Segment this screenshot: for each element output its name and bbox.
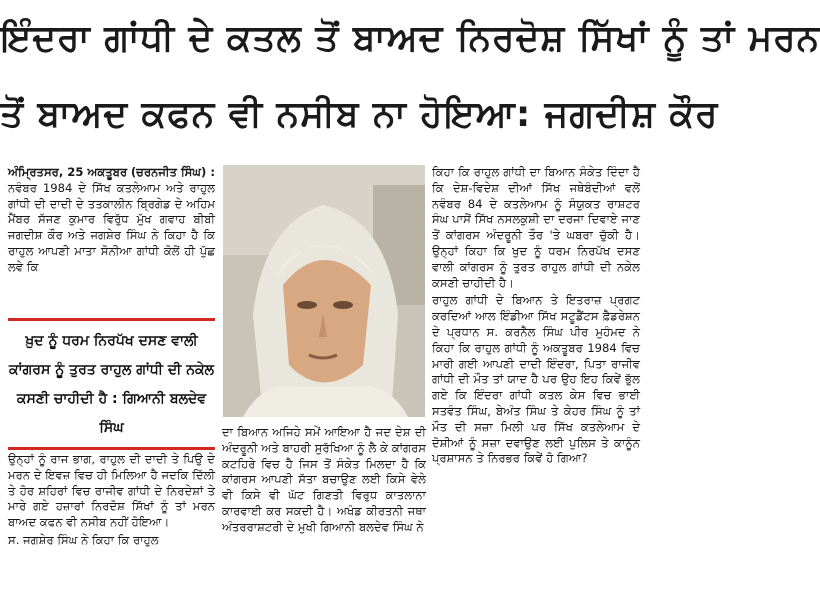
article-column-3	[432, 165, 640, 469]
dateline: ਅੰਮ੍ਰਿਤਸਰ, 25 ਅਕਤੂਬਰ	[8, 165, 128, 179]
headline-line-1: ਇੰਦਰਾ ਗਾਂਧੀ ਦੇ ਕਤਲ ਤੋਂ ਬਾਅਦ ਨਿਰਦੋਸ਼ ਸਿੱਖਾਂ ਨੂੰ ਤਾਂ ਮਰਨ	[0, 18, 820, 59]
article-column-1	[8, 165, 215, 278]
article-paragraph: ਦਾ ਬਿਆਨ ਅਜਿਹੇ ਸਮੇਂ ਆਇਆ ਹੈ ਜਦ ਦੇਸ਼ ਦੀ ਅੰਦਰੂਨੀ ਅਤੇ ਬਾਹਰੀ ਸੁਰੱਖਿਆ ਨੂੰ ਲੈ ਕੇ ਕਾਂਗਰਸ ਕਟਹਿਰੇ ਵਿਚ ਹੈ ਜਿਸ ਤੋਂ ਸੰਕੇਤ ਮਿਲਦਾ ਹੈ ਕਿ ਕਾਂਗਰਸ ਆਪਣੀ ਸੱਤਾ ਬਚਾਉਣ ਲਈ ਕਿਸੇ ਵੇਲੇ ਵੀ ਕਿਸੇ ਵੀ ਘੱਟ ਗਿਣਤੀ ਵਿਰੁਧ ਕਾਤਲਾਨਾ ਕਾਰਵਾਈ ਕਰ ਸਕਦੀ ਹੈ। ਅਖੰਡ ਕੀਰਤਨੀ ਜਥਾ ਅੰਤਰਰਾਸ਼ਟਰੀ ਦੇ ਮੁਖੀ ਗਿਆਨੀ ਬਲਦੇਵ ਸਿੰਘ ਨੇ	[222, 425, 426, 534]
article-column-1-continued	[8, 452, 215, 551]
article-paragraph: ਕਿਹਾ ਕਿ ਰਾਹੁਲ ਗਾਂਧੀ ਦਾ ਬਿਆਨ ਸੰਕੇਤ ਦਿੰਦਾ ਹੈ ਕਿ ਦੇਸ਼-ਵਿਦੇਸ਼ ਦੀਆਂ ਸਿੱਖ ਜਥੇਬੰਦੀਆਂ ਵਲੋਂ ਨਵੰਬਰ 84 ਦੇ ਕਤਲੇਆਮ ਨੂੰ ਸੰਯੁਕਤ ਰਾਸ਼ਟਰ ਸੰਘ ਪਾਸੋਂ ਸਿੱਖ ਨਸਲਕੁਸ਼ੀ ਦਾ ਦਰਜਾ ਦਿਵਾਏ ਜਾਣ ਤੋਂ ਕਾਂਗਰਸ ਅੰਦਰੂਨੀ ਤੌਰ 'ਤੇ ਘਬਰਾ ਚੁੱਕੀ ਹੈ। ਉਨ੍ਹਾਂ ਕਿਹਾ ਕਿ ਖੁਦ ਨੂੰ ਧਰਮ ਨਿਰਪੱਖ ਦਸਣ ਵਾਲੀ ਕਾਂਗਰਸ ਨੂੰ ਤੁਰਤ ਰਾਹੁਲ ਗਾਂਧੀ ਦੀ ਨਕੇਲ ਕਸਣੀ ਚਾਹੀਦੀ ਹੈ।	[432, 165, 640, 290]
subheadline-box: ਖ਼ੁਦ ਨੂੰ ਧਰਮ ਨਿਰਪੱਖ ਦਸਣ ਵਾਲੀ ਕਾਂਗਰਸ ਨੂੰ ਤੁਰਤ ਰਾਹੁਲ ਗਾਂਧੀ ਦੀ ਨਕੇਲ ਕਸਣੀ ਚਾਹੀਦੀ ਹੈ : ਗਿਆਨੀ ਬਲਦੇਵ ਸਿੰਘ	[8, 318, 215, 450]
paragraph-text: ਨਵੰਬਰ 1984 ਦੇ ਸਿੱਖ ਕਤਲੇਆਮ ਅਤੇ ਰਾਹੁਲ ਗਾਂਧੀ ਦੀ ਦਾਦੀ ਦੇ ਤਤਕਾਲੀਨ ਬ੍ਰਿਗੇਡ ਦੇ ਅਹਿਮ ਮੈਂਬਰ ਸੱਜਣ ਕੁਮਾਰ ਵਿਰੁੱਧ ਮੁੱਖ ਗਵਾਹ ਬੀਬੀ ਜਗਦੀਸ਼ ਕੌਰ ਅਤੇ ਜਗਸ਼ੇਰ ਸਿੰਘ ਨੇ ਕਿਹਾ ਹੈ ਕਿ ਰਾਹੁਲ ਆਪਣੀ ਮਾਤਾ ਸੋਨੀਆ ਗਾਂਧੀ ਕੋਲੋਂ ਹੀ ਪੁੱਛ ਲਵੇ ਕਿ	[8, 180, 215, 274]
article-paragraph: ਉਨ੍ਹਾਂ ਨੂੰ ਰਾਜ ਭਾਗ, ਰਾਹੁਲ ਦੀ ਦਾਦੀ ਤੇ ਪਿਉ ਦੇ ਮਰਨ ਦੇ ਇਵਜ਼ ਵਿਚ ਹੀ ਮਿਲਿਆ ਹੈ ਜਦਕਿ ਦਿੱਲੀ ਤੇ ਹੋਰ ਸ਼ਹਿਰਾਂ ਵਿਚ ਰਾਜੀਵ ਗਾਂਧੀ ਦੇ ਨਿਰਦੇਸ਼ਾਂ ਤੇ ਮਾਰੇ ਗਏ ਹਜ਼ਾਰਾਂ ਨਿਰਦੋਸ਼ ਸਿੱਖਾਂ ਨੂੰ ਤਾਂ ਮਰਨ ਬਾਅਦ ਕਫਨ ਵੀ ਨਸੀਬ ਨਹੀਂ ਹੋਇਆ।	[8, 452, 215, 530]
byline: (ਚਰਨਜੀਤ ਸਿੰਘ) :	[130, 165, 215, 179]
article-paragraph: ਰਾਹੁਲ ਗਾਂਧੀ ਦੇ ਬਿਆਨ ਤੇ ਇਤਰਾਜ਼ ਪ੍ਰਗਟ ਕਰਦਿਆਂ ਆਲ ਇੰਡੀਆ ਸਿੱਖ ਸਟੂਡੈਂਟਸ ਫ਼ੈਡਰੇਸ਼ਨ ਦੇ ਪ੍ਰਧਾਨ ਸ. ਕਰਨੈਲ ਸਿੰਘ ਪੀਰ ਮੁਹੰਮਦ ਨੇ ਕਿਹਾ ਕਿ ਰਾਹੁਲ ਗਾਂਧੀ ਨੂੰ ਅਕਤੂਬਰ 1984 ਵਿਚ ਮਾਰੀ ਗਈ ਆਪਣੀ ਦਾਦੀ ਇੰਦਰਾ, ਪਿਤਾ ਰਾਜੀਵ ਗਾਂਧੀ ਦੀ ਮੌਤ ਤਾਂ ਯਾਦ ਹੈ ਪਰ ਉਹ ਇਹ ਕਿਵੇਂ ਭੁੱਲ ਗਏ ਕਿ ਇੰਦਰਾ ਗਾਂਧੀ ਕਤਲ ਕੇਸ ਵਿਚ ਭਾਈ ਸਤਵੰਤ ਸਿੰਘ, ਬੇਅੰਤ ਸਿੰਘ ਤੇ ਕੇਹਰ ਸਿੰਘ ਨੂੰ ਤਾਂ ਮੌਤ ਦੀ ਸਜ਼ਾ ਮਿਲੀ ਪਰ ਸਿੱਖ ਕਤਲੇਆਮ ਦੇ ਦੋਸ਼ੀਆਂ ਨੂੰ ਸਜ਼ਾ ਦਵਾਉਣ ਲਈ ਪੁਲਿਸ ਤੇ ਕਾਨੂੰਨ ਪ੍ਰਸ਼ਾਸਨ ਤੇ ਨਿਰਭਰ ਕਿਵੇਂ ਹੋ ਗਿਆ?	[432, 293, 640, 466]
portrait-photo	[223, 165, 425, 417]
headline-line-2: ਤੋਂ ਬਾਅਦ ਕਫਨ ਵੀ ਨਸੀਬ ਨਾ ਹੋਇਆ: ਜਗਦੀਸ਼ ਕੌਰ	[0, 94, 719, 135]
article-column-2	[222, 425, 426, 538]
article-paragraph	[8, 165, 215, 276]
portrait-image	[223, 165, 425, 417]
article-paragraph: ਸ. ਜਗਸ਼ੇਰ ਸਿੰਘ ਨੇ ਕਿਹਾ ਕਿ ਰਾਹੁਲ	[8, 532, 159, 547]
